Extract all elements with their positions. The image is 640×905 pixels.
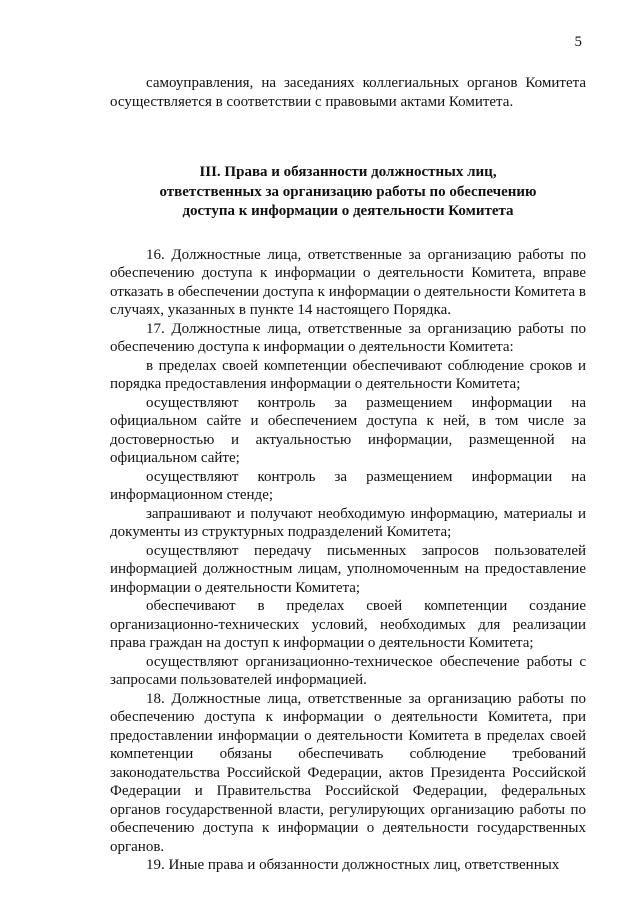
paragraph-17-item: обеспечивают в пределах своей компетенции создание организационно-технических условий, необходимых для реализации права граждан на доступ к информации о деятельности Комитета; [110,598,586,651]
section-title-line: ответственных за организацию работы по обеспечению [159,183,537,200]
paragraph-17-item: осуществляют контроль за размещением информации на информационном стенде; [110,468,586,503]
paragraph-17-item: осуществляют передачу письменных запросов пользователей информацией должностным лицам, уполномоченным на предоставление информации о деятельности Комитета; [110,542,586,596]
spacer [110,111,586,163]
paragraph-17-item: в пределах своей компетенции обеспечивают соблюдение сроков и порядка предоставления информации о деятельности Комитета; [110,357,586,392]
paragraph-18: 18. Должностные лица, ответственные за организацию работы по обеспечению доступа к информации о деятельности Комитета, при предоставлении информации о деятельности Комитета в пределах своей компетенции обязаны обеспечивать соблюдение требований законодательства Российской Федерации, актов Президента Российской Федерации и Правительства Российской Федерации, федеральных органов государственной власти, регулирующих организацию работы по обеспечению доступа к информации о деятельности государственных органов. [110,690,586,855]
paragraph-17-item: осуществляют организационно-техническое обеспечение работы с запросами пользователей информацией. [110,653,586,688]
paragraph-17-item: запрашивают и получают необходимую информацию, материалы и документы из структурных подразделений Комитета; [110,505,586,540]
spacer [110,222,586,246]
page-number: 5 [574,34,582,50]
paragraph-16: 16. Должностные лица, ответственные за организацию работы по обеспечению доступа к информации о деятельности Комитета, вправе отказать в обеспечении доступа к информации о деятельности Комитета в случаях, указанных в пункте 14 настоящего Порядка. [110,246,586,318]
section-title [110,163,586,222]
paragraph-17-item: осуществляют контроль за размещением информации на официальном сайте и обеспечением доступа к ней, в том числе за достоверностью и актуальностью информации, размещенной на официальном сайте; [110,394,586,466]
paragraph-17: 17. Должностные лица, ответственные за организацию работы по обеспечению доступа к информации о деятельности Комитета: [110,320,586,355]
paragraph-19: 19. Иные права и обязанности должностных лиц, ответственных [146,857,560,873]
section-title-line: доступа к информации о деятельности Комитета [182,203,514,219]
document-body [110,74,586,875]
section-title-line: III. Права и обязанности должностных лиц, [199,164,497,180]
intro-paragraph: самоуправления, на заседаниях коллегиальных органов Комитета осуществляется в соответствии с правовыми актами Комитета. [110,75,586,110]
